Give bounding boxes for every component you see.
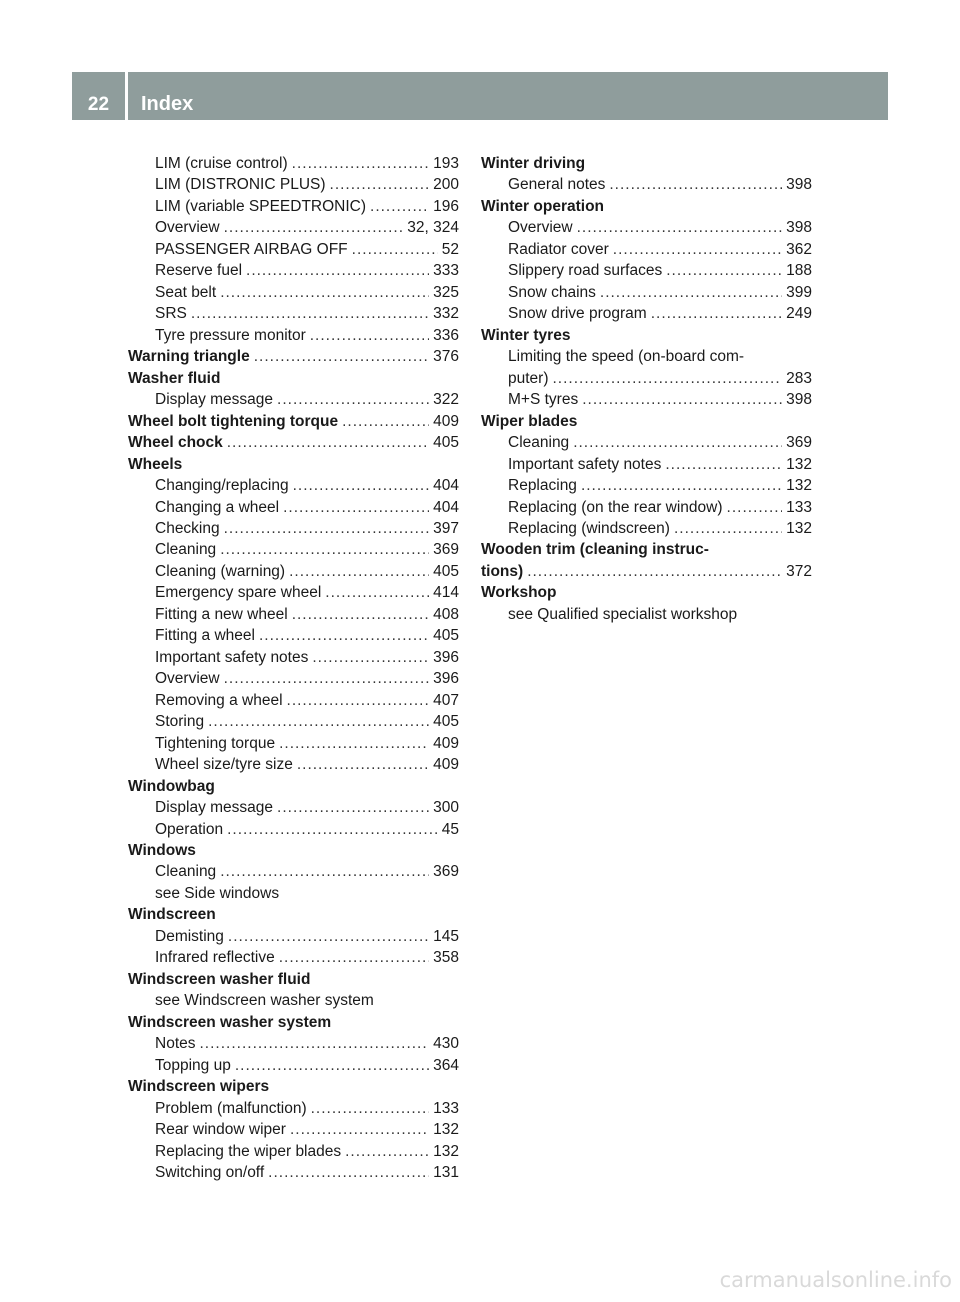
page-reference: 369 xyxy=(786,434,812,452)
entry-text: Tightening torque xyxy=(155,734,276,752)
entry-text: Infrared reflective xyxy=(155,949,275,967)
page-reference: 396 xyxy=(433,670,459,688)
leader-dots xyxy=(345,1141,429,1162)
leader-dots xyxy=(292,604,429,625)
entry-text: Tyre pressure monitor xyxy=(155,326,306,344)
leader-dots xyxy=(674,518,782,539)
entry-text: tions) xyxy=(481,562,524,580)
leader-dots xyxy=(613,239,782,260)
entry-text: Winter tyres xyxy=(481,326,571,344)
entry-text: Workshop xyxy=(481,584,557,602)
page-reference: 200 xyxy=(433,176,459,194)
entry-text: M+S tyres xyxy=(508,391,579,409)
index-entry xyxy=(128,346,459,367)
page-reference: 407 xyxy=(433,691,459,709)
leader-dots xyxy=(220,861,429,882)
page-reference: 398 xyxy=(786,176,812,194)
leader-dots xyxy=(651,303,782,324)
entry-text: Limiting the speed (on-board com- xyxy=(508,348,745,366)
entry-text: Switching on/off xyxy=(155,1164,265,1182)
entry-text: LIM (variable SPEEDTRONIC) xyxy=(155,197,367,215)
entry-text: Overview xyxy=(155,670,220,688)
entry-text: Display message xyxy=(155,799,274,817)
page-reference: 133 xyxy=(786,498,812,516)
leader-dots xyxy=(311,1098,430,1119)
index-subentry xyxy=(128,497,459,518)
entry-text: Fitting a wheel xyxy=(155,627,255,645)
index-subentry xyxy=(128,196,459,217)
page-reference: 405 xyxy=(433,434,459,452)
entry-text: LIM (DISTRONIC PLUS) xyxy=(155,176,326,194)
index-subentry xyxy=(128,153,459,174)
entry-text: Wheel chock xyxy=(128,434,223,452)
entry-text: Windscreen wipers xyxy=(128,1078,270,1096)
page-reference: 409 xyxy=(433,734,459,752)
entry-text: Snow drive program xyxy=(508,305,647,323)
leader-dots xyxy=(259,625,429,646)
index-subentry xyxy=(128,647,459,668)
index-subentry xyxy=(128,711,459,732)
index-subentry xyxy=(128,668,459,689)
entry-text: see Qualified specialist workshop xyxy=(508,605,738,623)
entry-text: Storing xyxy=(155,713,205,731)
index-subentry xyxy=(128,625,459,646)
entry-text: Snow chains xyxy=(508,283,596,301)
leader-dots xyxy=(573,432,782,453)
page-reference: 132 xyxy=(786,519,812,537)
index-subentry xyxy=(128,282,459,303)
entry-text: PASSENGER AIRBAG OFF xyxy=(155,240,348,258)
page-reference: 52 xyxy=(441,240,459,258)
index-subentry xyxy=(128,1098,459,1119)
entry-text: Wheels xyxy=(128,455,183,473)
leader-dots xyxy=(277,389,429,410)
page-reference: 369 xyxy=(433,541,459,559)
page-reference: 333 xyxy=(433,262,459,280)
section-title: Index xyxy=(141,93,194,115)
index-heading xyxy=(481,539,812,560)
entry-text: Problem (malfunction) xyxy=(155,1099,307,1117)
leader-dots xyxy=(609,174,782,195)
page-reference: 398 xyxy=(786,391,812,409)
index-subentry xyxy=(128,733,459,754)
entry-text: Removing a wheel xyxy=(155,691,283,709)
page-reference: 322 xyxy=(433,391,459,409)
page-reference: 300 xyxy=(433,799,459,817)
entry-text: Winter operation xyxy=(481,197,605,215)
entry-text: Windscreen xyxy=(128,906,216,924)
entry-text: Wooden trim (cleaning instruc- xyxy=(481,541,709,559)
index-subentry xyxy=(481,260,812,281)
index-subentry xyxy=(481,303,812,324)
index-heading xyxy=(128,904,459,925)
leader-dots xyxy=(292,153,429,174)
page-reference: 396 xyxy=(433,648,459,666)
leader-dots xyxy=(235,1055,429,1076)
leader-dots xyxy=(224,518,430,539)
index-subentry xyxy=(128,1162,459,1183)
index-subentry xyxy=(481,217,812,238)
page-reference: 132 xyxy=(433,1142,459,1160)
index-subentry xyxy=(128,582,459,603)
index-subentry xyxy=(128,947,459,968)
page-reference: 132 xyxy=(786,477,812,495)
leader-dots xyxy=(342,411,429,432)
leader-dots xyxy=(227,819,438,840)
page-reference: 45 xyxy=(441,820,459,838)
page-reference: 132 xyxy=(786,455,812,473)
leader-dots xyxy=(290,1119,429,1140)
entry-text: Winter driving xyxy=(481,155,586,172)
page-reference: 283 xyxy=(786,369,812,387)
leader-dots xyxy=(279,947,429,968)
index-subentry xyxy=(128,325,459,346)
page-reference: 132 xyxy=(433,1121,459,1139)
index-subentry xyxy=(128,1055,459,1076)
index-entry xyxy=(128,411,459,432)
index-subentry xyxy=(128,754,459,775)
leader-dots xyxy=(665,454,782,475)
page-reference: 369 xyxy=(433,863,459,881)
leader-dots xyxy=(287,690,430,711)
index-subentry xyxy=(128,926,459,947)
index-entry xyxy=(481,561,812,582)
index-subentry xyxy=(128,239,459,260)
leader-dots xyxy=(277,797,429,818)
entry-text: Washer fluid xyxy=(128,369,221,387)
entry-text: Display message xyxy=(155,391,274,409)
leader-dots xyxy=(268,1162,429,1183)
index-subentry xyxy=(128,518,459,539)
page-reference: 332 xyxy=(433,305,459,323)
entry-text: Replacing the wiper blades xyxy=(155,1142,342,1160)
leader-dots xyxy=(200,1033,430,1054)
entry-text: Cleaning xyxy=(155,863,217,881)
page-reference: 409 xyxy=(433,756,459,774)
index-heading xyxy=(128,969,459,990)
index-heading xyxy=(481,411,812,432)
index-heading xyxy=(128,368,459,389)
index-heading xyxy=(481,325,812,346)
page-reference: 145 xyxy=(433,927,459,945)
index-heading xyxy=(128,1012,459,1033)
entry-text: Demisting xyxy=(155,927,224,945)
entry-text: LIM (cruise control) xyxy=(155,155,288,172)
index-subentry xyxy=(128,475,459,496)
entry-text: Replacing xyxy=(508,477,577,495)
entry-text: Rear window wiper xyxy=(155,1121,286,1139)
index-subentry xyxy=(128,303,459,324)
index-subentry xyxy=(128,861,459,882)
index-subentry xyxy=(481,174,812,195)
entry-text: Wheel bolt tightening torque xyxy=(128,412,339,430)
page-reference: 362 xyxy=(786,240,812,258)
page-number: 22 xyxy=(87,94,110,115)
entry-text: Windscreen washer fluid xyxy=(128,970,311,988)
entry-text: Emergency spare wheel xyxy=(155,584,322,602)
page-reference: 133 xyxy=(433,1099,459,1117)
entry-text: Overview xyxy=(155,219,220,237)
index-subentry xyxy=(128,174,459,195)
index-subentry xyxy=(481,389,812,410)
index-heading xyxy=(128,454,459,475)
page-reference: 405 xyxy=(433,562,459,580)
index-subentry xyxy=(128,1033,459,1054)
page-reference: 249 xyxy=(786,305,812,323)
index-subentry xyxy=(128,990,459,1011)
page-reference: 358 xyxy=(433,949,459,967)
leader-dots xyxy=(228,926,429,947)
entry-text: Wheel size/tyre size xyxy=(155,756,293,774)
index-subentry xyxy=(481,346,812,367)
leader-dots xyxy=(553,368,783,389)
page-reference: 196 xyxy=(433,197,459,215)
entry-text: Replacing (on the rear window) xyxy=(508,498,723,516)
leader-dots xyxy=(224,668,430,689)
leader-dots xyxy=(727,497,783,518)
leader-dots xyxy=(246,260,429,281)
page-reference: 405 xyxy=(433,627,459,645)
entry-text: Important safety notes xyxy=(155,648,309,666)
index-subentry xyxy=(481,432,812,453)
leader-dots xyxy=(297,754,429,775)
index-subentry xyxy=(128,690,459,711)
entry-text: Fitting a new wheel xyxy=(155,605,288,623)
index-subentry xyxy=(128,260,459,281)
entry-text: Reserve fuel xyxy=(155,262,243,280)
leader-dots xyxy=(254,346,429,367)
entry-text: Wiper blades xyxy=(481,412,578,430)
index-subentry xyxy=(481,475,812,496)
index-column-left xyxy=(128,153,459,1184)
index-heading xyxy=(481,153,812,174)
page-reference: 398 xyxy=(786,219,812,237)
entry-text: SRS xyxy=(155,305,187,323)
index-subentry xyxy=(481,239,812,260)
index-heading xyxy=(481,582,812,603)
index-subentry xyxy=(128,797,459,818)
index-subentry xyxy=(128,1141,459,1162)
page-reference: 404 xyxy=(433,477,459,495)
leader-dots xyxy=(312,647,429,668)
page-reference: 409 xyxy=(433,412,459,430)
entry-text: General notes xyxy=(508,176,606,194)
index-subentry xyxy=(128,819,459,840)
entry-text: Radiator cover xyxy=(508,240,609,258)
entry-text: Changing a wheel xyxy=(155,498,280,516)
leader-dots xyxy=(330,174,430,195)
index-subentry xyxy=(128,561,459,582)
index-heading xyxy=(128,776,459,797)
leader-dots xyxy=(325,582,429,603)
entry-text: puter) xyxy=(508,369,549,387)
leader-dots xyxy=(220,282,429,303)
entry-text: Operation xyxy=(155,820,224,838)
entry-text: Overview xyxy=(508,219,573,237)
entry-text: Changing/replacing xyxy=(155,477,289,495)
page-reference: 376 xyxy=(433,348,459,366)
entry-text: Cleaning xyxy=(155,541,217,559)
page-reference: 372 xyxy=(786,562,812,580)
page-reference: 131 xyxy=(433,1164,459,1182)
index-entry xyxy=(128,432,459,453)
leader-dots xyxy=(208,711,429,732)
entry-text: Slippery road surfaces xyxy=(508,262,663,280)
index-heading xyxy=(481,196,812,217)
index-subentry xyxy=(481,604,812,625)
index-subentry xyxy=(481,368,812,389)
entry-text: Seat belt xyxy=(155,283,217,301)
index-subentry xyxy=(128,539,459,560)
index-subentry xyxy=(128,1119,459,1140)
page-reference: 193 xyxy=(433,155,459,172)
index-subentry xyxy=(481,282,812,303)
entry-text: see Windscreen washer system xyxy=(155,992,374,1010)
entry-text: Cleaning (warning) xyxy=(155,562,286,580)
index-subentry xyxy=(481,454,812,475)
leader-dots xyxy=(666,260,782,281)
leader-dots xyxy=(352,239,438,260)
page-reference: 405 xyxy=(433,713,459,731)
entry-text: Windowbag xyxy=(128,777,215,795)
leader-dots xyxy=(293,475,430,496)
page-reference: 408 xyxy=(433,605,459,623)
index-subentry xyxy=(481,518,812,539)
leader-dots xyxy=(582,389,782,410)
page-reference: 188 xyxy=(786,262,812,280)
leader-dots xyxy=(310,325,429,346)
entry-text: Important safety notes xyxy=(508,455,662,473)
index-subentry xyxy=(128,883,459,904)
index-subentry xyxy=(481,497,812,518)
leader-dots xyxy=(600,282,782,303)
index-heading xyxy=(128,1076,459,1097)
index-subentry xyxy=(128,604,459,625)
entry-text: see Side windows xyxy=(155,884,280,902)
page-reference: 399 xyxy=(786,283,812,301)
leader-dots xyxy=(224,217,404,238)
entry-text: Topping up xyxy=(155,1056,231,1074)
leader-dots xyxy=(581,475,782,496)
index-subentry xyxy=(128,217,459,238)
page-reference: 430 xyxy=(433,1035,459,1053)
index-subentry xyxy=(128,389,459,410)
page-reference: 404 xyxy=(433,498,459,516)
page-reference: 414 xyxy=(433,584,459,602)
leader-dots xyxy=(220,539,429,560)
page-reference: 325 xyxy=(433,283,459,301)
leader-dots xyxy=(191,303,429,324)
entry-text: Windows xyxy=(128,842,196,859)
entry-text: Windscreen washer system xyxy=(128,1013,332,1031)
leader-dots xyxy=(527,561,782,582)
index-column-right xyxy=(481,153,812,625)
watermark: carmanualsonline.info xyxy=(719,1268,952,1292)
leader-dots xyxy=(283,497,429,518)
leader-dots xyxy=(370,196,429,217)
entry-text: Notes xyxy=(155,1035,196,1053)
page-reference: 364 xyxy=(433,1056,459,1074)
leader-dots xyxy=(227,432,429,453)
header-divider xyxy=(125,72,128,120)
entry-text: Cleaning xyxy=(508,434,570,452)
entry-text: Replacing (windscreen) xyxy=(508,519,670,537)
page-header xyxy=(72,72,888,120)
index-heading xyxy=(128,840,459,861)
page-reference: 32, 324 xyxy=(407,219,459,237)
entry-text: Checking xyxy=(155,519,220,537)
page-reference: 397 xyxy=(433,519,459,537)
leader-dots xyxy=(577,217,783,238)
page-reference: 336 xyxy=(433,326,459,344)
leader-dots xyxy=(279,733,429,754)
entry-text: Warning triangle xyxy=(128,348,250,366)
leader-dots xyxy=(289,561,429,582)
